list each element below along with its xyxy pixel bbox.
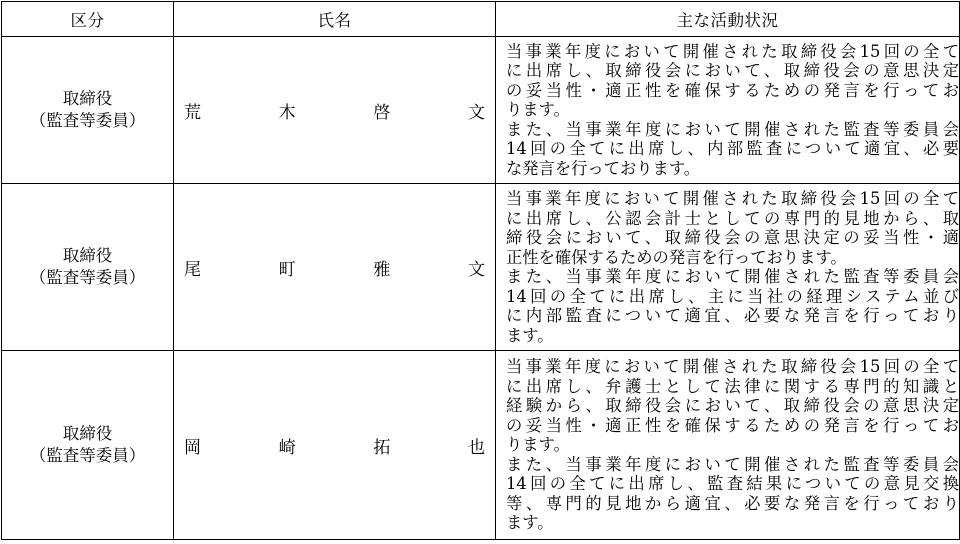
name-cell xyxy=(174,37,496,184)
name-char: 文 xyxy=(467,259,485,280)
activity-cell xyxy=(496,184,960,351)
name-cell xyxy=(174,184,496,351)
table-row xyxy=(2,37,960,184)
header-row xyxy=(2,2,960,37)
activity-line: 14回の全てに出席し、監査結果についての意見交換 xyxy=(506,474,959,494)
name-char: 拓 xyxy=(373,437,391,458)
activity-line: な発言を行っております。 xyxy=(506,158,701,178)
activity-line: に内部監査について適宜、必要な発言を行っており xyxy=(506,306,959,325)
kubun-title: 取締役 xyxy=(62,424,113,443)
activity-line: 当事業年度において開催された取締役会15回の全て xyxy=(506,189,959,208)
name-char: 啓 xyxy=(373,102,391,123)
name-char: 崎 xyxy=(278,437,296,458)
name-char: 尾 xyxy=(184,259,201,280)
kubun-subtitle: （監査等委員） xyxy=(29,446,146,465)
name-char: 雅 xyxy=(373,259,391,280)
header-kubun: 区分 xyxy=(2,2,174,37)
activity-line: 正性を確保するための発言を行っております。 xyxy=(506,247,847,267)
activity-line: の妥当性・適正性を確保するための発言を行ってお xyxy=(506,80,959,100)
activity-line: 当事業年度において開催された取締役会15回の全て xyxy=(506,41,959,61)
outside-director-activity-table xyxy=(1,1,960,540)
activity-line: また、当事業年度において開催された監査等委員会 xyxy=(506,454,959,474)
activity-line: ります。 xyxy=(506,100,570,120)
activity-line: 締役会において、取締役会の意思決定の妥当性・適 xyxy=(506,228,959,247)
activity-cell xyxy=(496,37,960,184)
activity-cell xyxy=(496,351,960,540)
header-name: 氏名 xyxy=(174,2,496,37)
activity-line: ます。 xyxy=(506,325,554,345)
activity-line: ります。 xyxy=(506,435,570,455)
activity-line: また、当事業年度において開催された監査等委員会 xyxy=(506,267,959,286)
kubun-title: 取締役 xyxy=(62,89,113,108)
name-cell xyxy=(174,351,496,540)
name-char: 岡 xyxy=(184,437,201,458)
header-activity: 主な活動状況 xyxy=(496,2,960,37)
kubun-subtitle: （監査等委員） xyxy=(29,268,146,287)
activity-line: 等、専門的見地から適宜、必要な発言を行っており xyxy=(506,493,959,513)
name-char: 文 xyxy=(467,102,485,123)
activity-line: 14回の全てに出席し、主に当社の経理システム並び xyxy=(506,286,959,306)
activity-line: に出席し、弁護士として法律に関する専門的知識と xyxy=(506,376,959,396)
activity-line: 14回の全てに出席し、内部監査について適宜、必要 xyxy=(506,139,959,159)
name-char: 町 xyxy=(278,259,296,280)
kubun-subtitle: （監査等委員） xyxy=(29,111,146,130)
kubun-cell xyxy=(2,37,174,184)
kubun-cell xyxy=(2,351,174,540)
name-char: 木 xyxy=(278,102,296,123)
kubun-cell xyxy=(2,184,174,351)
table-row xyxy=(2,184,960,351)
kubun-title: 取締役 xyxy=(62,246,113,265)
activity-line: に出席し、公認会計士としての専門的見地から、取 xyxy=(506,208,959,228)
activity-line: また、当事業年度において開催された監査等委員会 xyxy=(506,119,959,139)
name-char: 也 xyxy=(467,437,485,458)
activity-line: の妥当性・適正性を確保するための発言を行ってお xyxy=(506,415,959,435)
table-row xyxy=(2,351,960,540)
activity-line: 当事業年度において開催された取締役会15回の全て xyxy=(506,357,959,377)
name-char: 荒 xyxy=(184,102,201,123)
activity-line: に出席し、取締役会において、取締役会の意思決定 xyxy=(506,61,959,81)
activity-line: 経験から、取締役会において、取締役会の意思決定 xyxy=(506,396,959,416)
activity-line: ます。 xyxy=(506,513,554,533)
